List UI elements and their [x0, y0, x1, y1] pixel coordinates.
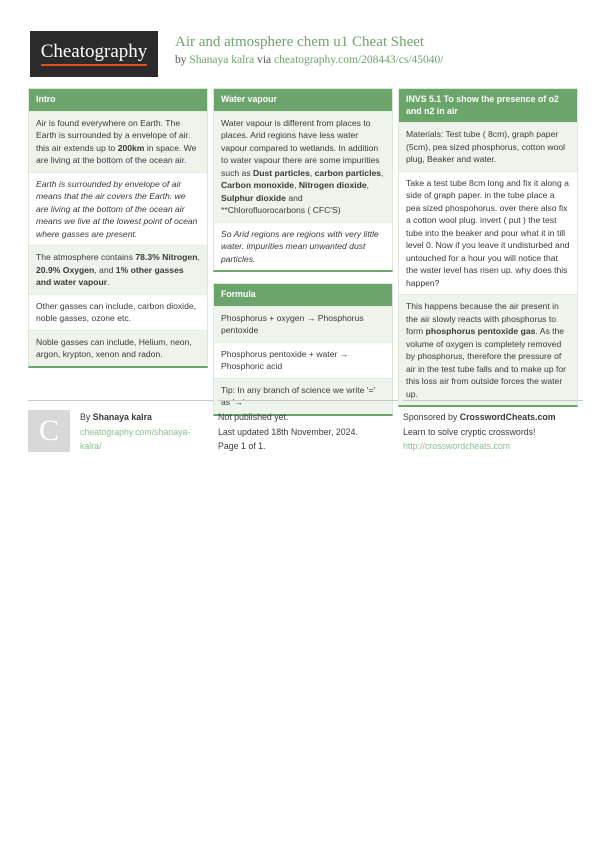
text: Phosphorus pentoxide + water → Phosphoric acid: [221, 348, 349, 371]
bold-text: 20.9% Oxygen: [36, 264, 95, 275]
footer-author-meta: [80, 410, 210, 454]
text: Air is found everywhere on Earth. The Earth is surrounded by a envelope of air. this air extends up to: [36, 117, 191, 153]
text: . As the volume of oxygen is completely removed by phosphorus, therefore the pressure of air in the test tube falls and to make up for this loss air from outside forces the water up.: [406, 326, 567, 399]
footer-author-column: [28, 400, 213, 454]
section-row: [214, 306, 392, 342]
section-row: [29, 294, 207, 330]
section-row: [399, 294, 577, 405]
section-row: [214, 342, 392, 378]
last-updated: Last updated 18th November, 2024.: [218, 426, 358, 437]
section-header: INVS 5.1 To show the presence of o2 and n2 in air: [399, 89, 577, 122]
text: Phosphorus + oxygen → Phosphorus pentoxide: [221, 312, 364, 335]
text: ,: [309, 167, 315, 178]
bold-text: carbon particles: [314, 167, 382, 178]
sponsor-name: CrosswordCheats.com: [459, 412, 556, 422]
text: , and: [94, 264, 116, 275]
bold-text: Dust particles: [253, 167, 310, 178]
content-column: [213, 88, 393, 427]
content-columns: [28, 88, 578, 427]
section-row: [29, 330, 207, 366]
section-row: [214, 222, 392, 271]
text: .: [107, 277, 110, 287]
section-card: [213, 283, 393, 416]
text: Noble gasses can include, Helium, neon, argon, krypton, xenon and radon.: [36, 336, 192, 359]
cheatography-c-icon: C: [28, 410, 70, 452]
sponsor-tagline: Learn to solve cryptic crosswords!: [403, 426, 536, 437]
section-row: [29, 245, 207, 294]
title-block: [175, 31, 444, 66]
text: ,: [381, 167, 384, 178]
footer-sponsor-column: [403, 400, 583, 454]
section-header: Formula: [214, 284, 392, 306]
section-card: [28, 88, 208, 368]
bold-text: Sulphur dioxide: [221, 192, 286, 203]
byline: [175, 54, 444, 66]
section-header: Water vapour: [214, 89, 392, 111]
text: and **Chlorofluorocarbons ( CFC'S): [221, 192, 341, 215]
bold-text: 200km: [117, 142, 145, 153]
content-column: [28, 88, 208, 379]
footer-author-link[interactable]: cheatography.com/shanaya-kalra/: [80, 426, 191, 451]
text: ,: [366, 180, 370, 190]
text: ,: [197, 252, 200, 262]
author-link[interactable]: Shanaya kalra: [189, 54, 255, 66]
cheatography-logo-text: Cheatography: [41, 42, 148, 66]
byline-prefix: by: [175, 54, 187, 66]
sponsor-link[interactable]: http://crosswordcheats.com: [403, 441, 511, 451]
text: Take a test tube 8cm long and fix it along a side of graph paper. in the tube place a pea sized phospohorus. over there also fix a cotton wool plug. invert ( put ) the test tube into the beaker and pour what it in till level 0. Now if you leave it undisturbed and untouched for a hour you will notice that the water level has risen up. why does this happen?: [406, 177, 570, 288]
sponsor-line: [403, 410, 583, 425]
text: This happens because the air present in the air slowly reacts with phosphorus to form: [406, 301, 559, 336]
publish-status: Not published yet.: [218, 412, 289, 422]
text: in space. We are living at the bottom of the ocean air.: [36, 142, 197, 165]
bold-text: 1% other gasses and water vapour: [36, 264, 184, 287]
footer-by-label: By: [80, 412, 93, 422]
cheatography-logo: [30, 31, 158, 77]
footer-author-name: Shanaya kalra: [92, 412, 152, 422]
text: So Arid regions are regions with very little water. impurities mean unwanted dust particles.: [221, 228, 379, 264]
text: Tip: In any branch of science we write '=' as '→': [221, 384, 376, 407]
section-row: [399, 122, 577, 171]
bold-text: Carbon monoxide: [221, 180, 295, 190]
section-row: [29, 111, 207, 172]
text: ,: [294, 180, 299, 190]
page-count: Page 1 of 1.: [218, 441, 266, 451]
bold-text: 78.3% Nitrogen: [135, 252, 198, 262]
section-row: [29, 172, 207, 246]
sheet-url-link[interactable]: cheatography.com/208443/cs/45040/: [274, 54, 444, 66]
text: Other gasses can include, carbon dioxide, noble gasses, ozone etc.: [36, 300, 197, 323]
section-row: [399, 171, 577, 295]
section-header: Intro: [29, 89, 207, 111]
page-header: [30, 31, 444, 77]
section-row: [214, 111, 392, 222]
text: Earth is surrounded by envelope of air means that the air covers the Earth. we are living at the bottom of the ocean air means we live at the lowest point of ocean where gasses are present.: [36, 178, 198, 239]
bold-text: Nitrogen dioxide: [298, 180, 367, 190]
text: Materials: Test tube ( 8cm), graph paper (5cm), pea sized phosphorus, cotton wool plug, Beaker and water.: [406, 129, 566, 164]
page-title: Air and atmosphere chem u1 Cheat Sheet: [175, 34, 425, 50]
byline-via: via: [257, 54, 272, 66]
bold-text: phosphorus pentoxide gas: [425, 326, 536, 336]
section-card: [213, 88, 393, 272]
sponsor-prefix: Sponsored by: [403, 412, 460, 422]
section-card: [398, 88, 578, 407]
footer-status-column: [218, 400, 398, 454]
footer-author-line: [80, 410, 210, 425]
text: The atmosphere contains: [36, 252, 136, 262]
text: Water vapour is different from places to places. Arid regions have less water vapour compared to wetlands. In addition to water vapour there are some impurities such as: [221, 117, 380, 178]
page-footer: [28, 400, 583, 454]
content-column: [398, 88, 578, 418]
